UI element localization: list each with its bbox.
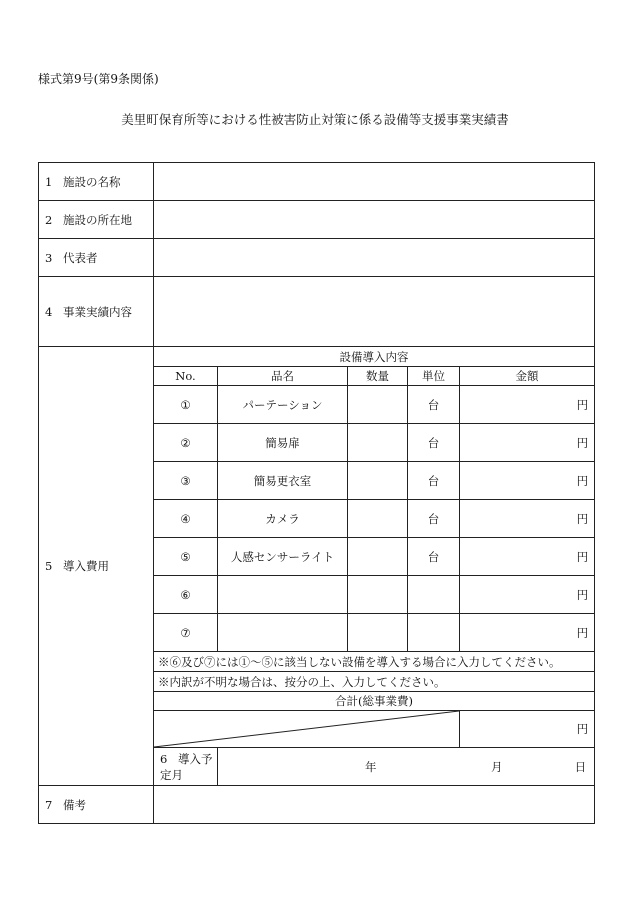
item-unit: 台 (408, 538, 460, 576)
item-name: 人感センサーライト (218, 538, 348, 576)
remarks-field[interactable] (154, 786, 595, 824)
month-suffix: 月 (491, 759, 503, 774)
item-quantity-field[interactable] (348, 538, 408, 576)
item-quantity-field[interactable] (348, 424, 408, 462)
document-title: 美里町保育所等における性被害防止対策に係る設備等支援事業実績書 (121, 112, 509, 127)
item-amount-field[interactable]: 円 (460, 500, 595, 538)
item-name: パーテーション (218, 386, 348, 424)
col-header-item: 品名 (218, 367, 348, 386)
item-unit: 台 (408, 386, 460, 424)
day-suffix: 日 (574, 759, 587, 774)
business-results-field[interactable] (154, 277, 595, 347)
note-prorate: ※内訳が不明な場合は、按分の上、入力してください。 (154, 672, 595, 692)
report-form-table (38, 162, 595, 824)
item-amount-field[interactable]: 円 (460, 424, 595, 462)
planned-month-label: 6 導入予定月 (154, 748, 218, 786)
costs-label: 5 導入費用 (39, 347, 154, 786)
equipment-heading: 設備導入内容 (154, 347, 595, 367)
item-no: ② (154, 424, 218, 462)
row-facility-name (39, 163, 595, 201)
equipment-heading-row (39, 347, 595, 367)
row-business-results (39, 277, 595, 347)
item-name-field[interactable] (218, 576, 348, 614)
representative-label: 3 代表者 (39, 239, 154, 277)
item-name-field[interactable] (218, 614, 348, 652)
item-amount-field[interactable]: 円 (460, 614, 595, 652)
item-quantity-field[interactable] (348, 500, 408, 538)
item-no: ⑦ (154, 614, 218, 652)
item-name: 簡易扉 (218, 424, 348, 462)
diagonal-line (154, 711, 459, 747)
item-unit-field[interactable] (408, 576, 460, 614)
col-header-no: No. (154, 367, 218, 386)
form-number: 様式第9号(第9条関係) (38, 72, 159, 86)
item-name: カメラ (218, 500, 348, 538)
row-facility-address (39, 201, 595, 239)
item-amount-field[interactable]: 円 (460, 538, 595, 576)
col-header-unit: 単位 (408, 367, 460, 386)
item-amount-field[interactable]: 円 (460, 462, 595, 500)
item-unit: 台 (408, 500, 460, 538)
facility-address-field[interactable] (154, 201, 595, 239)
row-representative (39, 239, 595, 277)
item-amount-field[interactable]: 円 (460, 576, 595, 614)
item-quantity-field[interactable] (348, 614, 408, 652)
item-unit: 台 (408, 424, 460, 462)
total-diagonal-cell (154, 711, 460, 748)
remarks-label: 7 備考 (39, 786, 154, 824)
row-remarks (39, 786, 595, 824)
item-quantity-field[interactable] (348, 386, 408, 424)
item-unit: 台 (408, 462, 460, 500)
note-other-equipment: ※⑥及び⑦には①～⑤に該当しない設備を導入する場合に入力してください。 (154, 652, 595, 672)
facility-name-field[interactable] (154, 163, 595, 201)
total-label: 合計(総事業費) (154, 692, 595, 711)
item-name: 簡易更衣室 (218, 462, 348, 500)
item-no: ④ (154, 500, 218, 538)
col-header-quantity: 数量 (348, 367, 408, 386)
item-amount-field[interactable]: 円 (460, 386, 595, 424)
item-no: ① (154, 386, 218, 424)
item-no: ⑤ (154, 538, 218, 576)
item-unit-field[interactable] (408, 614, 460, 652)
item-quantity-field[interactable] (348, 576, 408, 614)
facility-name-label: 1 施設の名称 (39, 163, 154, 201)
planned-month-field[interactable] (218, 748, 595, 786)
col-header-amount: 金額 (460, 367, 595, 386)
item-no: ⑥ (154, 576, 218, 614)
item-no: ③ (154, 462, 218, 500)
item-quantity-field[interactable] (348, 462, 408, 500)
year-suffix: 年 (365, 759, 377, 774)
total-amount-field[interactable]: 円 (460, 711, 595, 748)
facility-address-label: 2 施設の所在地 (39, 201, 154, 239)
representative-field[interactable] (154, 239, 595, 277)
business-results-label: 4 事業実績内容 (39, 277, 154, 347)
